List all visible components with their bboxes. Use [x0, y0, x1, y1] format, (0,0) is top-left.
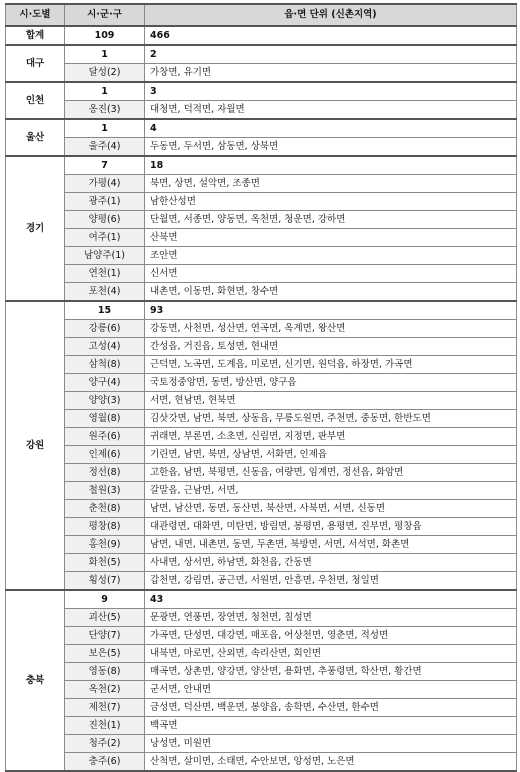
table-row: [6, 374, 517, 392]
district-cell: 양구(4): [65, 374, 145, 392]
district-cell: 철원(3): [65, 482, 145, 500]
region-town-count: 4: [145, 119, 517, 138]
district-cell: 강릉(6): [65, 320, 145, 338]
table-row: [6, 609, 517, 627]
region-district-count: 15: [65, 301, 145, 320]
table-row: [6, 482, 517, 500]
towns-cell: 북면, 상면, 설악면, 조종면: [145, 175, 517, 193]
header-towns: 읍·면 단위 (신촌지역): [145, 4, 517, 26]
region-name: 경기: [6, 156, 65, 301]
table-row: [6, 699, 517, 717]
rural-area-table-container: [5, 3, 516, 772]
district-cell: 영동(8): [65, 663, 145, 681]
towns-cell: 강동면, 사천면, 성산면, 연곡면, 옥계면, 왕산면: [145, 320, 517, 338]
table-row: [6, 175, 517, 193]
table-row: [6, 320, 517, 338]
district-cell: 단양(7): [65, 627, 145, 645]
towns-cell: 남면, 내면, 내촌면, 동면, 두촌면, 북방면, 서면, 서석면, 화촌면: [145, 536, 517, 554]
table-row: [6, 283, 517, 302]
region-name: 충북: [6, 590, 65, 771]
table-row: [6, 681, 517, 699]
towns-cell: 사내면, 상서면, 하남면, 화천읍, 간동면: [145, 554, 517, 572]
towns-cell: 금성면, 덕산면, 백운면, 봉양읍, 송학면, 수산면, 한수면: [145, 699, 517, 717]
table-row: [6, 338, 517, 356]
region-subtotal-row: [6, 119, 517, 138]
table-row: [6, 554, 517, 572]
rural-area-table: [5, 3, 517, 772]
towns-cell: 내북면, 마로면, 산외면, 속리산면, 회인면: [145, 645, 517, 663]
table-row: [6, 265, 517, 283]
header-row: [6, 4, 517, 26]
district-cell: 화천(5): [65, 554, 145, 572]
region-subtotal-row: [6, 82, 517, 101]
table-row: [6, 464, 517, 482]
towns-cell: 두동면, 두서면, 삼동면, 상북면: [145, 138, 517, 157]
table-row: [6, 193, 517, 211]
towns-cell: 남면, 남산면, 동면, 동산면, 북산면, 사북면, 서면, 신동면: [145, 500, 517, 518]
region-town-count: 93: [145, 301, 517, 320]
towns-cell: 고한읍, 남면, 북평면, 신동읍, 여량면, 임계면, 정선읍, 화암면: [145, 464, 517, 482]
district-cell: 여주(1): [65, 229, 145, 247]
district-cell: 괴산(5): [65, 609, 145, 627]
district-cell: 삼척(8): [65, 356, 145, 374]
header-province: 시·도별: [6, 4, 65, 26]
table-row: [6, 645, 517, 663]
towns-cell: 산북면: [145, 229, 517, 247]
table-row: [6, 138, 517, 157]
total-label: 합계: [6, 26, 65, 45]
table-row: [6, 500, 517, 518]
table-row: [6, 663, 517, 681]
towns-cell: 조안면: [145, 247, 517, 265]
district-cell: 달성(2): [65, 64, 145, 83]
region-town-count: 43: [145, 590, 517, 609]
region-name: 대구: [6, 45, 65, 82]
district-cell: 평창(8): [65, 518, 145, 536]
header-district: 시·군·구: [65, 4, 145, 26]
district-cell: 옥천(2): [65, 681, 145, 699]
region-name: 인천: [6, 82, 65, 119]
towns-cell: 갈말읍, 근남면, 서면,: [145, 482, 517, 500]
region-district-count: 1: [65, 45, 145, 64]
district-cell: 홍천(9): [65, 536, 145, 554]
towns-cell: 귀래면, 부론면, 소초면, 신림면, 지정면, 판부면: [145, 428, 517, 446]
district-cell: 충주(6): [65, 753, 145, 772]
district-cell: 영월(8): [65, 410, 145, 428]
district-cell: 제천(7): [65, 699, 145, 717]
region-town-count: 18: [145, 156, 517, 175]
district-cell: 양양(3): [65, 392, 145, 410]
towns-cell: 가창면, 유기면: [145, 64, 517, 83]
district-cell: 정선(8): [65, 464, 145, 482]
district-cell: 횡성(7): [65, 572, 145, 591]
region-subtotal-row: [6, 156, 517, 175]
towns-cell: 낭성면, 미원면: [145, 735, 517, 753]
district-cell: 가평(4): [65, 175, 145, 193]
region-subtotal-row: [6, 45, 517, 64]
towns-cell: 서면, 현남면, 현북면: [145, 392, 517, 410]
region-district-count: 9: [65, 590, 145, 609]
total-count: 109: [65, 26, 145, 45]
region-subtotal-row: [6, 301, 517, 320]
table-row: [6, 753, 517, 772]
towns-cell: 내촌면, 이동면, 화현면, 창수면: [145, 283, 517, 302]
region-name: 강원: [6, 301, 65, 590]
district-cell: 원주(6): [65, 428, 145, 446]
table-row: [6, 446, 517, 464]
towns-cell: 매곡면, 상촌면, 양강면, 양산면, 용화면, 추풍령면, 학산면, 황간면: [145, 663, 517, 681]
table-row: [6, 717, 517, 735]
region-town-count: 3: [145, 82, 517, 101]
district-cell: 옹진(3): [65, 101, 145, 120]
towns-cell: 신서면: [145, 265, 517, 283]
table-row: [6, 627, 517, 645]
district-cell: 광주(1): [65, 193, 145, 211]
towns-cell: 남한산성면: [145, 193, 517, 211]
total-towns: 466: [145, 26, 517, 45]
district-cell: 진천(1): [65, 717, 145, 735]
region-name: 울산: [6, 119, 65, 156]
table-row: [6, 518, 517, 536]
table-row: [6, 572, 517, 591]
towns-cell: 김삿갓면, 남면, 북면, 상동읍, 무릉도원면, 주천면, 중동면, 한반도면: [145, 410, 517, 428]
table-row: [6, 211, 517, 229]
district-cell: 보은(5): [65, 645, 145, 663]
towns-cell: 간성읍, 거진읍, 토성면, 현내면: [145, 338, 517, 356]
table-row: [6, 247, 517, 265]
table-row: [6, 735, 517, 753]
table-row: [6, 356, 517, 374]
district-cell: 인제(6): [65, 446, 145, 464]
table-row: [6, 392, 517, 410]
towns-cell: 국토정중앙면, 동면, 방산면, 양구읍: [145, 374, 517, 392]
table-row: [6, 229, 517, 247]
towns-cell: 백곡면: [145, 717, 517, 735]
region-subtotal-row: [6, 590, 517, 609]
towns-cell: 대청면, 덕적면, 자월면: [145, 101, 517, 120]
district-cell: 울주(4): [65, 138, 145, 157]
table-row: [6, 410, 517, 428]
total-row: [6, 26, 517, 45]
table-body: [6, 26, 517, 771]
table-row: [6, 428, 517, 446]
towns-cell: 가곡면, 단성면, 대강면, 매포읍, 어상천면, 영춘면, 적성면: [145, 627, 517, 645]
district-cell: 춘천(8): [65, 500, 145, 518]
region-district-count: 1: [65, 119, 145, 138]
region-district-count: 7: [65, 156, 145, 175]
table-row: [6, 101, 517, 120]
district-cell: 고성(4): [65, 338, 145, 356]
towns-cell: 단월면, 서종면, 양동면, 옥천면, 청운면, 강하면: [145, 211, 517, 229]
region-town-count: 2: [145, 45, 517, 64]
towns-cell: 산척면, 살미면, 소태면, 수안보면, 앙성면, 노은면: [145, 753, 517, 772]
table-row: [6, 536, 517, 554]
district-cell: 포천(4): [65, 283, 145, 302]
district-cell: 연천(1): [65, 265, 145, 283]
region-district-count: 1: [65, 82, 145, 101]
towns-cell: 근덕면, 노곡면, 도계읍, 미로면, 신기면, 원덕읍, 하장면, 가곡면: [145, 356, 517, 374]
towns-cell: 대관령면, 대화면, 미탄면, 방림면, 봉평면, 용평면, 진부면, 평창읍: [145, 518, 517, 536]
towns-cell: 기린면, 남면, 북면, 상남면, 서화면, 인제읍: [145, 446, 517, 464]
table-row: [6, 64, 517, 83]
towns-cell: 갑천면, 강림면, 공근면, 서원면, 안흥면, 우천면, 청일면: [145, 572, 517, 591]
district-cell: 양평(6): [65, 211, 145, 229]
district-cell: 청주(2): [65, 735, 145, 753]
district-cell: 남양주(1): [65, 247, 145, 265]
towns-cell: 문광면, 연풍면, 장연면, 청천면, 칠성면: [145, 609, 517, 627]
towns-cell: 군서면, 안내면: [145, 681, 517, 699]
